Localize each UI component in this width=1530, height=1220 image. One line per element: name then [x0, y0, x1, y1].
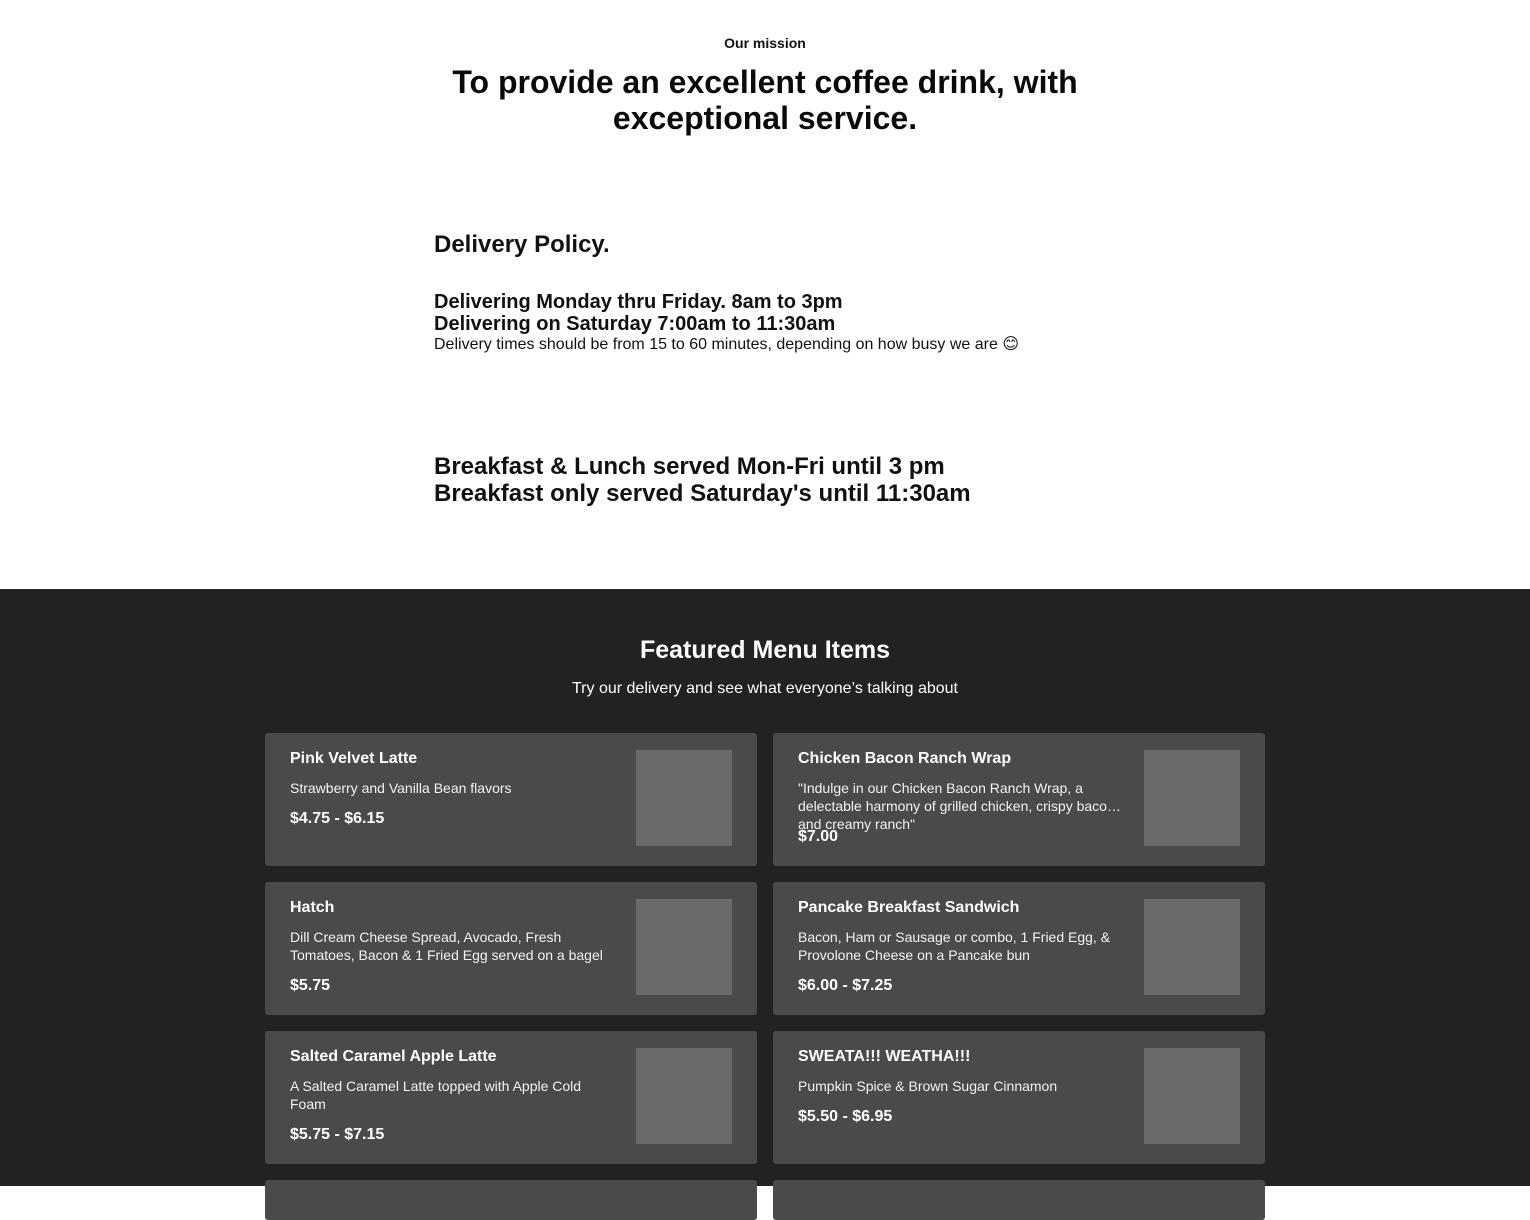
- menu-item-price: $6.00 - $7.25: [798, 977, 893, 994]
- menu-item-name: Pancake Breakfast Sandwich: [798, 899, 1020, 916]
- menu-item-card-partial[interactable]: [773, 1180, 1265, 1220]
- mission-label: Our mission: [724, 35, 806, 51]
- delivery-weekday-hours: Delivering Monday thru Friday. 8am to 3pm: [434, 291, 843, 313]
- served-saturday: Breakfast only served Saturday's until 11:30am: [434, 480, 971, 507]
- menu-item-grid: [265, 733, 1265, 1164]
- featured-title: Featured Menu Items: [639, 636, 891, 664]
- menu-item-name: Salted Caramel Apple Latte: [290, 1048, 497, 1065]
- menu-item-description: Dill Cream Cheese Spread, Avocado, Fresh Tomatoes, Bacon & 1 Fried Egg served on a bagel: [290, 929, 603, 963]
- menu-item-image: [636, 750, 732, 846]
- menu-item-description: A Salted Caramel Latte topped with Apple Cold Foam: [290, 1078, 582, 1112]
- featured-menu-section: [0, 589, 1530, 1186]
- menu-item-description: "Indulge in our Chicken Bacon Ranch Wrap, a delectable harmony of grilled chicken, crispy bacon, and creamy ranch": [798, 780, 1119, 832]
- menu-item-price: $5.75 - $7.15: [290, 1126, 385, 1143]
- featured-subtitle: Try our delivery and see what everyone’s talking about: [572, 680, 958, 697]
- menu-item-price: $4.75 - $6.15: [290, 810, 385, 827]
- menu-item-card[interactable]: [773, 733, 1265, 866]
- delivery-saturday-hours: Delivering on Saturday 7:00am to 11:30am: [434, 313, 836, 335]
- menu-item-description: Pumpkin Spice & Brown Sugar Cinnamon: [798, 1078, 1058, 1094]
- menu-item-card-partial[interactable]: [265, 1180, 757, 1220]
- menu-item-image: [1144, 899, 1240, 995]
- delivery-time-note: Delivery times should be from 15 to 60 minutes, depending on how busy we are 😊: [434, 336, 1019, 353]
- serving-hours: [434, 453, 1194, 507]
- menu-item-card[interactable]: [265, 733, 757, 866]
- menu-item-image: [636, 899, 732, 995]
- menu-item-price: $5.50 - $6.95: [798, 1108, 893, 1125]
- menu-item-card[interactable]: [773, 882, 1265, 1015]
- mission-statement: To provide an excellent coffee drink, with exceptional service.: [452, 64, 1078, 136]
- menu-item-image: [1144, 750, 1240, 846]
- menu-item-card[interactable]: [265, 882, 757, 1015]
- menu-item-description: Strawberry and Vanilla Bean flavors: [290, 780, 512, 796]
- served-weekday: Breakfast & Lunch served Mon-Fri until 3 pm: [434, 453, 945, 480]
- delivery-policy-title: Delivery Policy.: [434, 231, 610, 258]
- menu-item-image: [1144, 1048, 1240, 1144]
- menu-item-name: Pink Velvet Latte: [290, 750, 418, 767]
- menu-item-card[interactable]: [265, 1031, 757, 1164]
- menu-item-price: $7.00: [798, 828, 839, 845]
- mission-section: [0, 0, 1530, 589]
- menu-item-price: $5.75: [290, 977, 331, 994]
- menu-item-image: [636, 1048, 732, 1144]
- menu-item-description: Bacon, Ham or Sausage or combo, 1 Fried Egg, & Provolone Cheese on a Pancake bun: [798, 929, 1111, 963]
- delivery-policy: [434, 230, 1134, 355]
- menu-item-name: Chicken Bacon Ranch Wrap: [798, 750, 1012, 767]
- menu-item-card[interactable]: [773, 1031, 1265, 1164]
- menu-item-name: Hatch: [290, 899, 335, 916]
- menu-item-name: SWEATA!!! WEATHA!!!: [798, 1048, 971, 1065]
